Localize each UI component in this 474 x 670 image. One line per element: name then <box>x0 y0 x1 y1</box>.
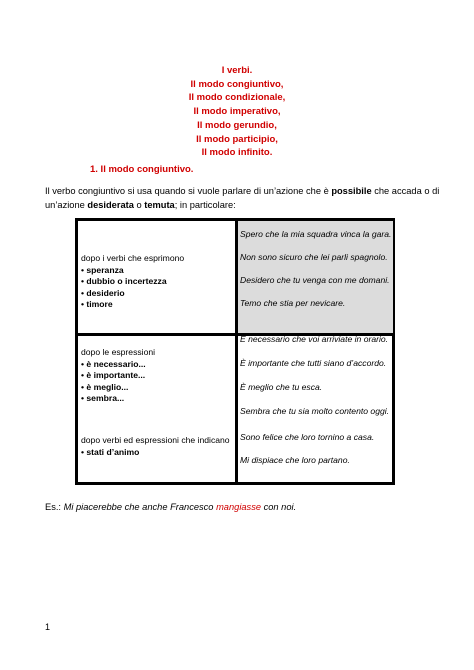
intro-text: o <box>133 199 145 210</box>
intro-paragraph <box>45 185 445 212</box>
block1-example: Spero che la mia squadra vinca la gara. <box>240 229 392 239</box>
block1-bullet: • desiderio <box>81 287 125 298</box>
block2-example: È necessario che voi arriviate in orario. <box>240 334 389 344</box>
block2-bullet: • è meglio... <box>81 381 129 392</box>
example-verb: mangiasse <box>216 502 262 512</box>
document-title <box>0 64 474 160</box>
block1-example: Temo che stia per nevicare. <box>240 298 346 308</box>
title-line: Il modo condizionale, <box>188 92 286 104</box>
block1-example: Desidero che tu venga con me domani. <box>240 275 390 285</box>
example-label: Es.: <box>45 502 64 512</box>
example-sentence <box>45 502 296 512</box>
block2-example: È importante che tutti siano d’accordo. <box>240 358 387 368</box>
intro-bold: desiderata <box>87 199 134 210</box>
block3-left-cell <box>81 435 236 458</box>
title-line: Il modo participio, <box>196 133 278 145</box>
block2-left-cell <box>81 347 233 405</box>
block1-left-cell <box>81 253 233 311</box>
block3-example: Mi dispiace che loro partano. <box>240 455 350 465</box>
block1-bullet: • dubbio o incertezza <box>81 276 167 286</box>
example-text: Mi piacerebbe che anche Francesco <box>63 502 217 512</box>
intro-text: Il verbo congiuntivo si usa quando si vuole parlare di un’azione che è <box>45 186 332 196</box>
block2-example: Sembra che tu sia molto contento oggi. <box>240 406 390 416</box>
block2-bullet: • è necessario... <box>81 358 146 369</box>
intro-text: ; in particolare: <box>174 199 236 210</box>
block1-intro: dopo i verbi che esprimono <box>81 253 185 263</box>
block2-example: È meglio che tu esca. <box>240 382 323 392</box>
section-heading: 1. Il modo congiuntivo. <box>90 164 194 175</box>
title-line: Il modo congiuntivo, <box>190 78 284 90</box>
usage-table <box>75 218 395 485</box>
intro-bold: possibile <box>331 186 372 196</box>
title-line: Il modo infinito. <box>201 147 273 159</box>
block1-example: Non sono sicuro che lei parli spagnolo. <box>240 252 388 262</box>
block1-bullet: • speranza <box>81 264 124 275</box>
page-number: 1 <box>45 622 51 632</box>
block2-bullet: • sembra... <box>81 393 125 403</box>
title-line: I verbi. <box>221 65 253 76</box>
block1-bullet: • timore <box>81 299 113 309</box>
block3-bullet: • stati d’animo <box>81 446 140 457</box>
title-line: Il modo imperativo, <box>193 106 281 118</box>
block2-bullet: • è importante... <box>81 370 146 380</box>
intro-bold: temuta <box>144 199 175 210</box>
block3-example: Sono felice che loro tornino a casa. <box>240 432 375 442</box>
title-line: Il modo gerundio, <box>197 119 277 131</box>
block2-intro: dopo le espressioni <box>81 347 156 357</box>
intro-text: che accada o di un’azione <box>45 186 440 210</box>
block3-intro: dopo verbi ed espressioni che indicano <box>81 435 230 445</box>
example-text: con noi. <box>261 502 297 512</box>
